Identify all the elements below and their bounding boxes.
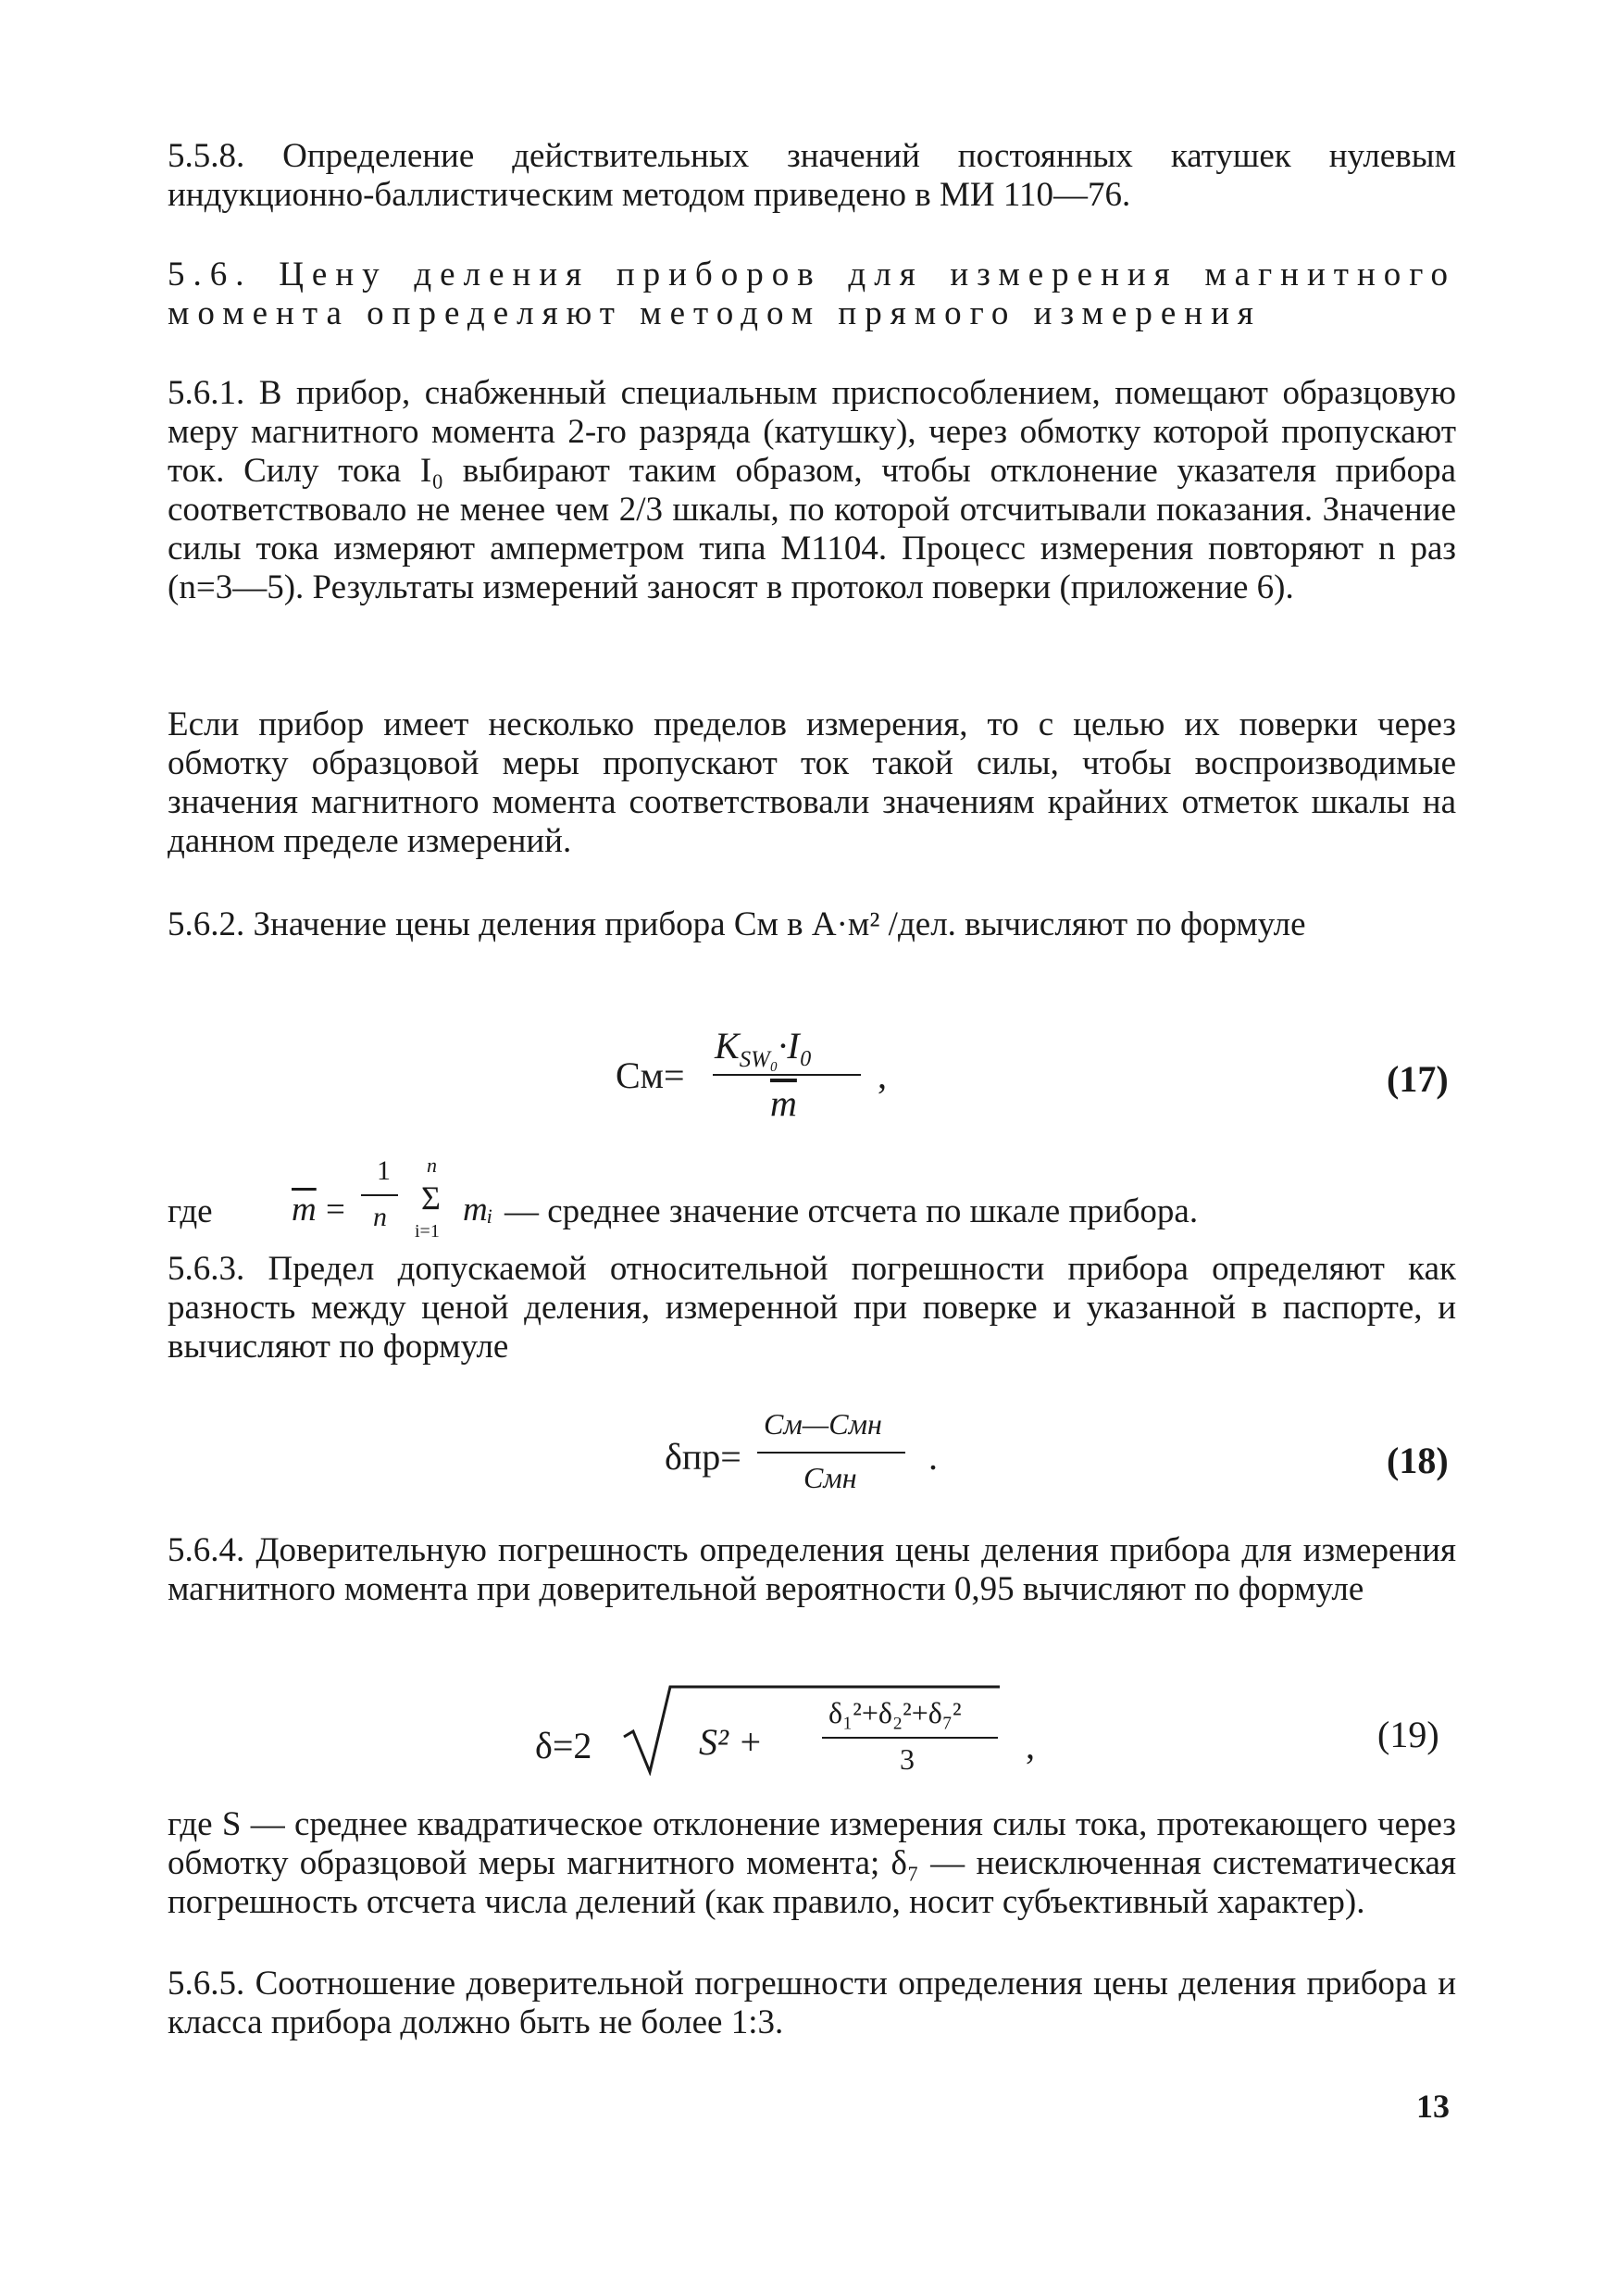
- paragraph-5-6-2: 5.6.2. Значение цены деления прибора Cм в А·м² /дел. вычисляют по формуле: [168, 905, 1306, 943]
- formula-17-numerator: $K_{SW_0}\cdot I_0$: [715, 1025, 813, 1072]
- paragraph-5-6-3: 5.6.3. Предел допускаемой относительной погрешности прибора определяют как разность между ценой деления, измеренной при поверке и указанной в паспорте, и вычисляют по формуле: [168, 1250, 1456, 1366]
- formula-17-comma: ,: [878, 1054, 887, 1096]
- formula-19-radicand: S² +: [699, 1721, 763, 1763]
- formula-18-numerator: Cм—Cмн: [764, 1407, 882, 1441]
- formula-18-denominator: Cмн: [803, 1461, 857, 1494]
- where-label: где: [168, 1192, 213, 1230]
- paragraph-where-s: где S — среднее квадратическое отклонение измерения силы тока, протекающего через обмотку образцовой меры магнитного момента; δ₇ — неисключенная систематическая погрешность отсчета числа делений (как правило, носит субъективный характер).: [168, 1805, 1456, 1921]
- sum-lower-limit: i=1: [415, 1221, 440, 1242]
- sum-symbol: Σ: [421, 1179, 441, 1217]
- paragraph-5-5-8: 5.5.8. Определение действительных значений постоянных катушек нулевым индукционно-баллистическим методом приведено в МИ 110—76.: [168, 137, 1456, 214]
- formula-19-comma: ,: [1026, 1725, 1035, 1766]
- mean-definition-text: — среднее значение отсчета по шкале прибора.: [504, 1192, 1199, 1230]
- mean-term: mᵢ: [463, 1191, 493, 1229]
- page-number: 13: [1416, 2088, 1450, 2125]
- formula-17-denominator: $\overline{m}$: [770, 1082, 797, 1124]
- paragraph-5-6-4: 5.6.4. Доверительную погрешность определения цены деления прибора для измерения магнитного момента при доверительной вероятности 0,95 вычисляют по формуле: [168, 1531, 1456, 1608]
- formula-19-numerator: δ₁²+δ₂²+δ₇²: [828, 1696, 962, 1729]
- equation-number-19: (19): [1377, 1714, 1439, 1755]
- formula-19-fraction-bar: [822, 1737, 998, 1739]
- mean-equals: =: [326, 1191, 345, 1229]
- paragraph-5-6: 5.6. Цену деления приборов для измерения магнитного момента определяют методом прямого измерения: [168, 256, 1456, 332]
- formula-18-dot: .: [928, 1436, 938, 1478]
- mean-fraction-bar: [361, 1194, 398, 1196]
- formula-17-fraction-bar: [713, 1074, 861, 1076]
- formula-19-lhs: δ=2: [535, 1725, 592, 1766]
- mean-symbol: $\overline{m}$: [292, 1191, 317, 1229]
- formula-18-lhs: δпр=: [665, 1436, 741, 1478]
- equation-number-18: (18): [1387, 1440, 1449, 1481]
- mean-frac-num: 1: [377, 1155, 391, 1186]
- mean-frac-den: n: [373, 1202, 387, 1232]
- paragraph-5-6-5: 5.6.5. Соотношение доверительной погрешности определения цены деления прибора и класса прибора должно быть не более 1:3.: [168, 1965, 1456, 2041]
- equation-number-17: (17): [1387, 1058, 1449, 1100]
- paragraph-5-6-1: 5.6.1. В прибор, снабженный специальным приспособлением, помещают образцовую меру магнитного момента 2-го разряда (катушку), через обмотку которой пропускают ток. Силу тока I₀ выбирают таким образом, чтобы отклонение указателя прибора соответствовало не менее чем 2/3 шкалы, по которой отсчитывали показания. Значение силы тока измеряют амперметром типа М1104. Процесс измерения повторяют n раз (n=3—5). Результаты измерений заносят в протокол поверки (приложение 6).: [168, 374, 1456, 606]
- formula-17-lhs: Cм=: [616, 1054, 685, 1096]
- formula-18-fraction-bar: [757, 1452, 905, 1454]
- paragraph-5-6-1-b: Если прибор имеет несколько пределов измерения, то с целью их поверки через обмотку образцовой меры пропускают ток такой силы, чтобы воспроизводимые значения магнитного момента соответствовали значениям крайних отметок шкалы на данном пределе измерений.: [168, 705, 1456, 860]
- sum-upper-limit: n: [427, 1154, 437, 1177]
- formula-19-denominator: 3: [900, 1742, 915, 1776]
